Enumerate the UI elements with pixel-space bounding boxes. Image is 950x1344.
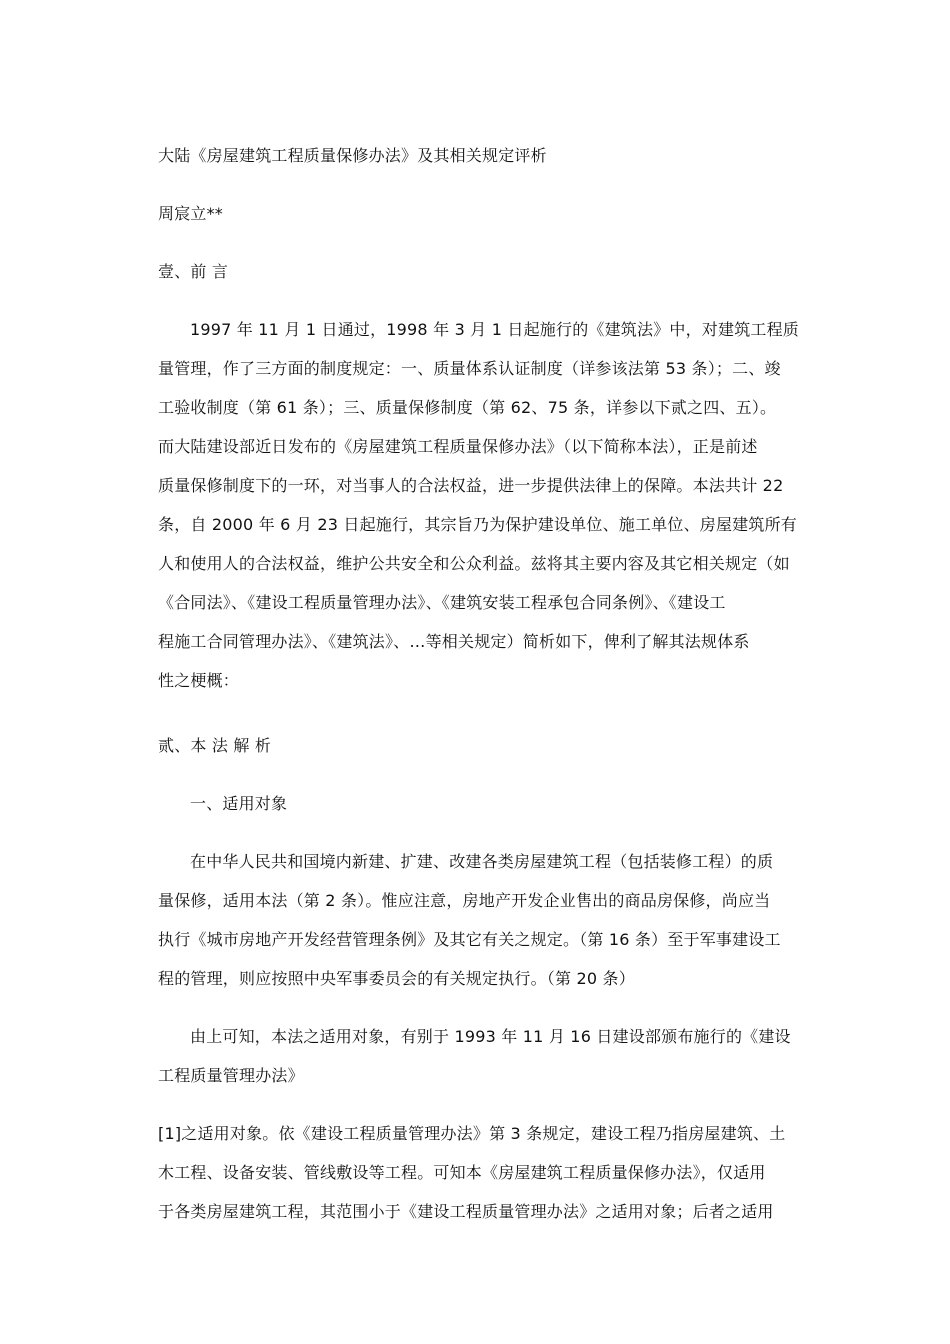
subsection-heading-scope: 一、适用对象: [190, 794, 288, 813]
paragraph-line: 条，自 2000 年 6 月 23 日起施行，其宗旨乃为保护建设单位、施工单位、房屋建筑所有: [158, 515, 797, 534]
section-heading-analysis: 贰、本 法 解 析: [158, 736, 272, 755]
paragraph-line: 而大陆建设部近日发布的《房屋建筑工程质量保修办法》（以下简称本法），正是前述: [158, 437, 758, 456]
paragraph-line: 工验收制度（第 61 条）；三、质量保修制度（第 62、75 条，详参以下贰之四、五）。: [158, 398, 777, 417]
paragraph-line: [1]之适用对象。依《建设工程质量管理办法》第 3 条规定，建设工程乃指房屋建筑、土: [158, 1124, 786, 1143]
paragraph-line: 程施工合同管理办法》、《建筑法》、…等相关规定）简析如下，俾利了解其法规体系: [158, 632, 750, 651]
document-author: 周宸立**: [158, 204, 224, 223]
paragraph-line: 执行《城市房地产开发经营管理条例》及其它有关之规定。（第 16 条）至于军事建设工: [158, 930, 781, 949]
paragraph-line: 工程质量管理办法》: [158, 1066, 304, 1085]
paragraph-line: 1997 年 11 月 1 日通过，1998 年 3 月 1 日起施行的《建筑法》中，对建筑工程质: [190, 320, 799, 339]
paragraph-line: 性之梗概：: [158, 671, 240, 690]
paragraph-line: 木工程、设备安装、管线敷设等工程。可知本《房屋建筑工程质量保修办法》，仅适用: [158, 1163, 766, 1182]
paragraph-line: 《合同法》、《建设工程质量管理办法》、《建筑安装工程承包合同条例》、《建设工: [158, 593, 726, 612]
document-title: 大陆《房屋建筑工程质量保修办法》及其相关规定评析: [158, 146, 547, 165]
paragraph-line: 质量保修制度下的一环，对当事人的合法权益，进一步提供法律上的保障。本法共计 22: [158, 476, 784, 495]
paragraph-line: 人和使用人的合法权益，维护公共安全和公众利益。兹将其主要内容及其它相关规定（如: [158, 554, 790, 573]
paragraph-line: 在中华人民共和国境内新建、扩建、改建各类房屋建筑工程（包括装修工程）的质: [190, 852, 774, 871]
paragraph-line: 由上可知，本法之适用对象，有别于 1993 年 11 月 16 日建设部颁布施行的《建设: [190, 1027, 791, 1046]
paragraph-line: 量管理，作了三方面的制度规定：一、质量体系认证制度（详参该法第 53 条）；二、竣: [158, 359, 781, 378]
paragraph-line: 程的管理，则应按照中央军事委员会的有关规定执行。（第 20 条）: [158, 969, 635, 988]
section-heading-preface: 壹、前 言: [158, 262, 229, 281]
paragraph-line: 于各类房屋建筑工程，其范围小于《建设工程质量管理办法》之适用对象；后者之适用: [158, 1202, 774, 1221]
paragraph-line: 量保修，适用本法（第 2 条）。惟应注意，房地产开发企业售出的商品房保修，尚应当: [158, 891, 771, 910]
